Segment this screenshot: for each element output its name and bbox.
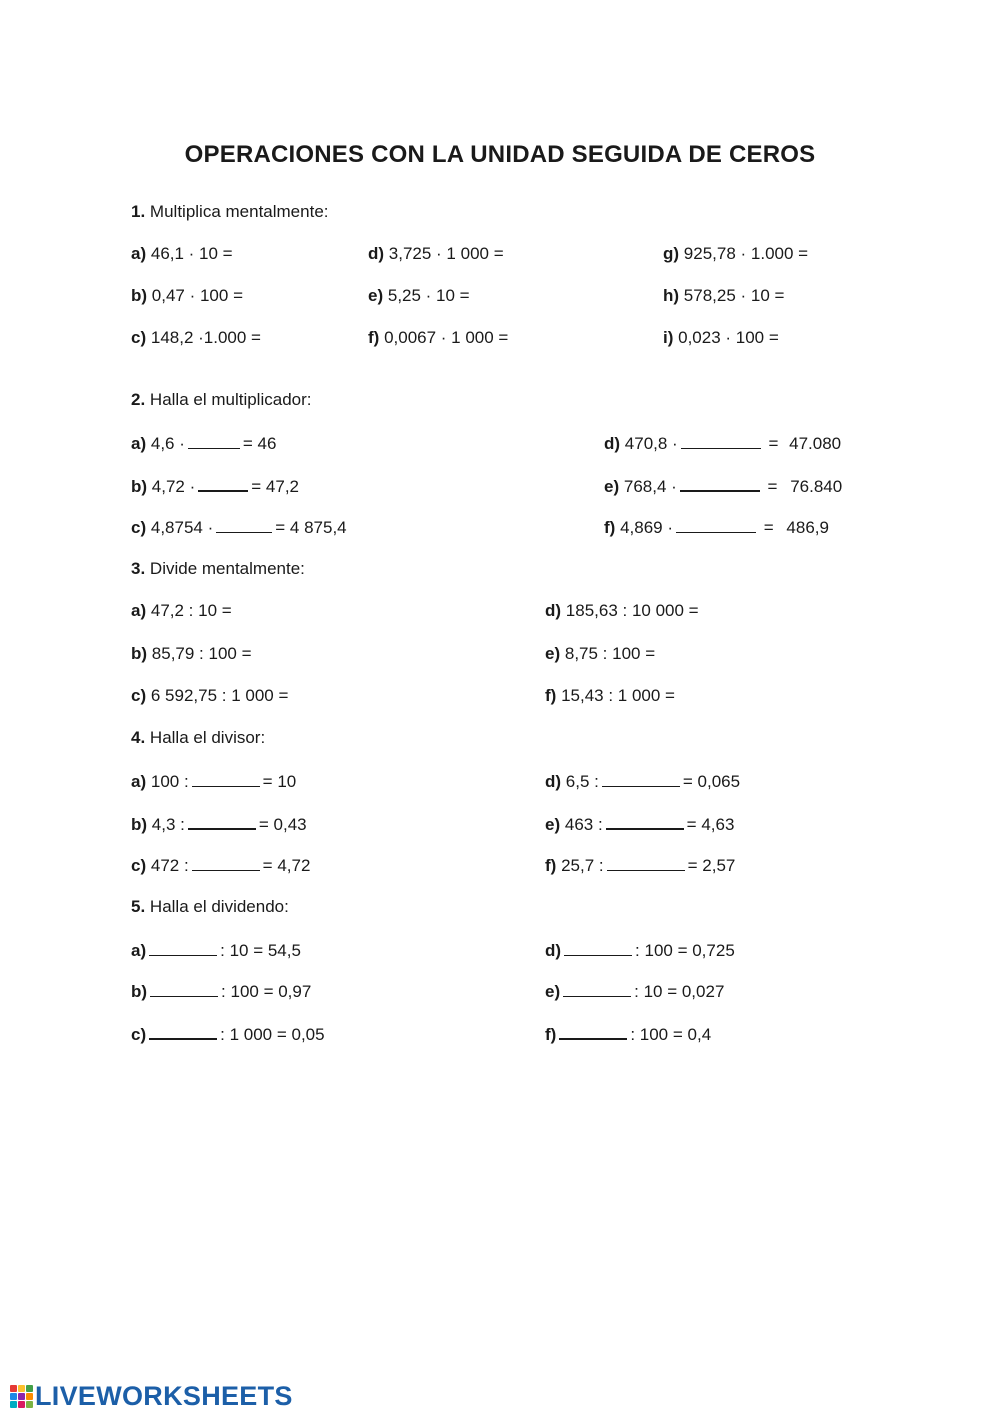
s3-item-b: b) 85,79 : 100 = (131, 644, 252, 663)
s2-item-a: a) 4,6 · = 46 (131, 434, 277, 453)
s3-item-c: c) 6 592,75 : 1 000 = (131, 686, 289, 705)
answer-blank[interactable] (150, 980, 218, 997)
answer-blank[interactable] (676, 516, 756, 533)
s3-item-a: a) 47,2 : 10 = (131, 601, 232, 620)
s1-item-h: h) 578,25 · 10 = (663, 286, 785, 305)
section-label: Halla el divisor: (149, 728, 266, 747)
s3-item-f: f) 15,43 : 1 000 = (545, 686, 675, 705)
answer-blank[interactable] (192, 854, 260, 871)
s1-item-i: i) 0,023 · 100 = (663, 328, 779, 347)
logo-square (10, 1401, 17, 1408)
logo-square (18, 1385, 25, 1392)
section-3-title (131, 559, 305, 579)
answer-blank[interactable] (607, 854, 685, 871)
s2-item-f: f) 4,869 · = 486,9 (604, 518, 829, 537)
section-2-title (131, 390, 312, 410)
answer-blank[interactable] (564, 939, 632, 956)
s2-item-d: d) 470,8 · = 47.080 (604, 434, 842, 453)
answer-blank[interactable] (149, 939, 217, 956)
section-number: 4. (131, 728, 146, 747)
logo-grid-icon (10, 1385, 33, 1408)
answer-blank[interactable] (192, 770, 260, 787)
answer-blank[interactable] (198, 474, 248, 492)
logo-square (10, 1385, 17, 1392)
s2-item-e: e) 768,4 · = 76.840 (604, 474, 842, 498)
answer-blank[interactable] (563, 980, 631, 997)
result-value: 47.080 (789, 434, 842, 453)
s4-item-d: d) 6,5 : = 0,065 (545, 772, 741, 791)
liveworksheets-logo (10, 1378, 293, 1414)
logo-square (18, 1401, 25, 1408)
answer-blank[interactable] (681, 432, 761, 449)
section-label: Multiplica mentalmente: (149, 202, 329, 221)
section-label: Divide mentalmente: (149, 559, 305, 578)
answer-blank[interactable] (602, 770, 680, 787)
section-5-title (131, 897, 289, 917)
s1-item-a: a) 46,1 · 10 = (131, 244, 233, 263)
section-1-title (131, 202, 329, 222)
s5-item-a: a) : 10 = 54,5 (131, 941, 301, 960)
s4-item-a: a) 100 : = 10 (131, 772, 297, 791)
result-value: 486,9 (786, 518, 829, 537)
section-number: 1. (131, 202, 146, 221)
section-number: 3. (131, 559, 146, 578)
answer-blank[interactable] (559, 1022, 627, 1040)
answer-blank[interactable] (216, 516, 272, 533)
s5-item-c: c) : 1 000 = 0,05 (131, 1022, 325, 1046)
s5-item-f: f) : 100 = 0,4 (545, 1022, 711, 1046)
s5-item-b: b) : 100 = 0,97 (131, 982, 312, 1001)
logo-square (26, 1393, 33, 1400)
s1-item-e: e) 5,25 · 10 = (368, 286, 470, 305)
s4-item-b: b) 4,3 : = 0,43 (131, 812, 307, 836)
answer-blank[interactable] (188, 812, 256, 830)
s4-item-e: e) 463 : = 4,63 (545, 812, 734, 836)
s4-item-c: c) 472 : = 4,72 (131, 856, 311, 875)
section-number: 5. (131, 897, 146, 916)
s3-item-d: d) 185,63 : 10 000 = (545, 601, 699, 620)
page-title: OPERACIONES CON LA UNIDAD SEGUIDA DE CEROS (184, 141, 816, 168)
s5-item-e: e) : 10 = 0,027 (545, 982, 725, 1001)
section-label: Halla el dividendo: (149, 897, 289, 916)
logo-square (26, 1385, 33, 1392)
brand-name: LIVEWORKSHEETS (35, 1380, 293, 1411)
logo-square (18, 1393, 25, 1400)
s2-item-c: c) 4,8754 · = 4 875,4 (131, 518, 347, 537)
section-number: 2. (131, 390, 146, 409)
answer-blank[interactable] (188, 432, 240, 449)
s4-item-f: f) 25,7 : = 2,57 (545, 856, 736, 875)
s1-item-f: f) 0,0067 · 1 000 = (368, 328, 509, 347)
s1-item-d: d) 3,725 · 1 000 = (368, 244, 504, 263)
answer-blank[interactable] (606, 812, 684, 830)
s1-item-b: b) 0,47 · 100 = (131, 286, 243, 305)
s3-item-e: e) 8,75 : 100 = (545, 644, 656, 663)
s1-item-c: c) 148,2 ·1.000 = (131, 328, 261, 347)
section-label: Halla el multiplicador: (149, 390, 312, 409)
answer-blank[interactable] (149, 1022, 217, 1040)
s1-item-g: g) 925,78 · 1.000 = (663, 244, 809, 263)
answer-blank[interactable] (680, 474, 760, 492)
s2-item-b: b) 4,72 · = 47,2 (131, 474, 299, 498)
result-value: 76.840 (790, 477, 843, 496)
section-4-title (131, 728, 265, 748)
s5-item-d: d) : 100 = 0,725 (545, 941, 735, 960)
logo-square (10, 1393, 17, 1400)
logo-square (26, 1401, 33, 1408)
